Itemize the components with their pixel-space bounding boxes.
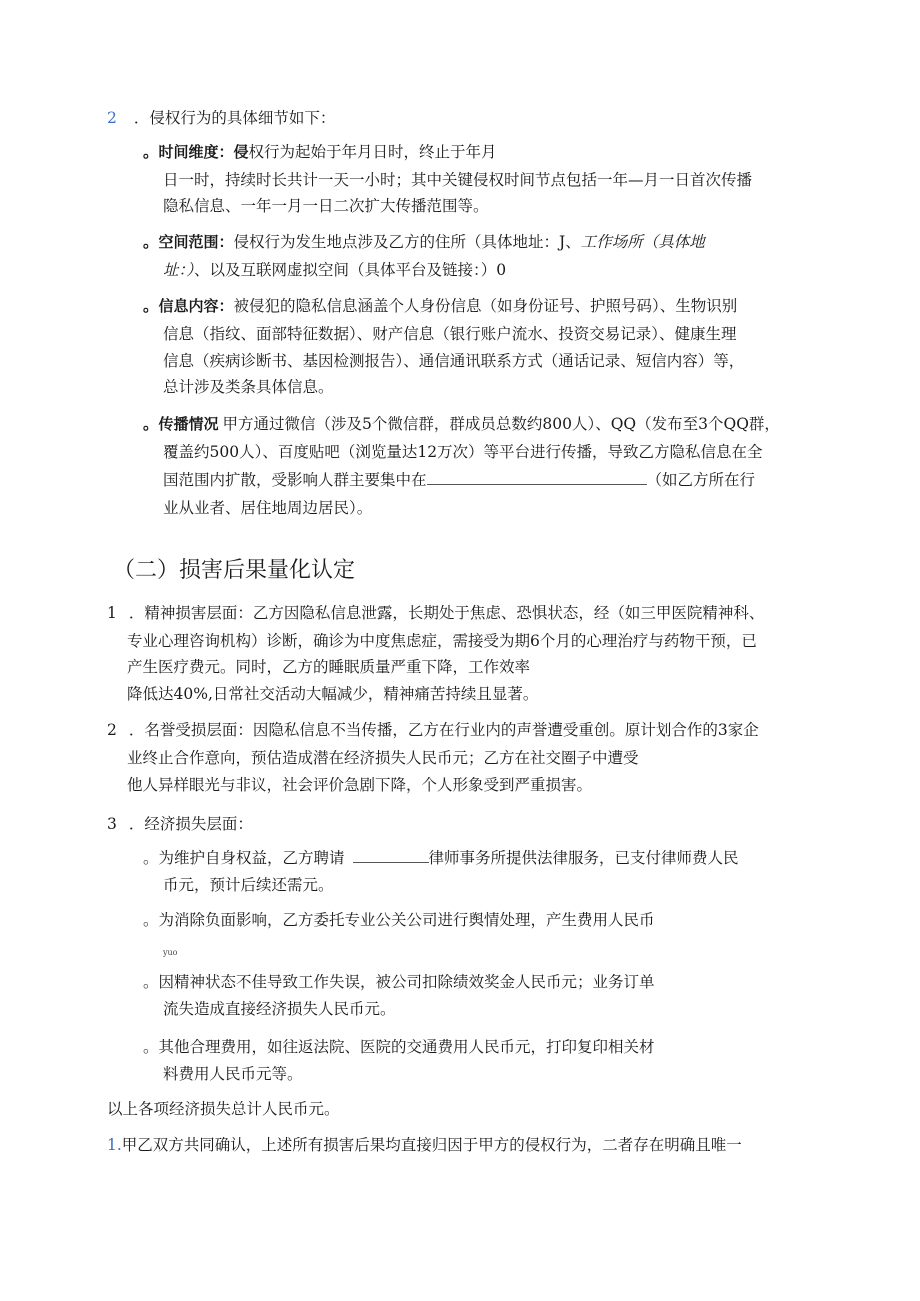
damage-item-2-line-2: 业终止合作意向，预估造成潜在经济损失人民币元；乙方在社交圈子中遭受 bbox=[127, 749, 639, 767]
damage-item-3-line bbox=[107, 814, 253, 834]
space-text: 、以及互联网虚拟空间（具体平台及链接：）0 bbox=[194, 261, 507, 279]
econ-sub-4-line-2: 料费用人民币元等。 bbox=[163, 1065, 303, 1083]
econ-text: 律师事务所提供法律服务，已支付律师费人民 bbox=[428, 849, 739, 867]
item-text: ．精神损害层面：乙方因隐私信息泄露，长期处于焦虑、恐惧状态，经（如三甲医院精神科、 bbox=[128, 604, 765, 622]
space-line-1 bbox=[143, 232, 705, 252]
info-label: 信息内容： bbox=[158, 297, 234, 315]
bullet-icon: 。 bbox=[143, 296, 159, 315]
item-text: ．名誉受损层面：因隐私信息不当传播，乙方在行业内的声誉遭受重创。原计划合作的3家企 bbox=[128, 721, 759, 739]
bullet-icon: 。 bbox=[143, 232, 159, 251]
damage-item-1-line-4: 降低达40%,日常社交活动大幅减少，精神痛苦持续且显著。 bbox=[127, 685, 539, 703]
damage-item-1-line-3: 产生医疗费元。同时，乙方的睡眠质量严重下降，工作效率 bbox=[127, 658, 531, 676]
econ-text: 。为维护自身权益，乙方聘请 bbox=[143, 849, 345, 867]
damage-item-2-line-3: 他人异样眼光与非议，社会评价急剧下降，个人形象受到严重损害。 bbox=[127, 776, 593, 794]
damage-item-2-line-1 bbox=[107, 720, 759, 740]
spread-text: 国范围内扩散，受影响人群主要集中在 bbox=[163, 471, 427, 489]
item-2-line bbox=[107, 108, 335, 128]
econ-sub-3-line-2: 流失造成直接经济损失人民币元。 bbox=[163, 1000, 396, 1018]
blank-underline bbox=[353, 848, 429, 863]
econ-sub-4-line-1: 。其他合理费用，如往返法院、医院的交通费用人民币元，打印复印相关材 bbox=[143, 1038, 655, 1056]
time-text: 权行为起始于年月日时，终止于年月 bbox=[248, 143, 497, 161]
time-label: 时间维度： bbox=[158, 143, 234, 161]
bullet-icon: 。 bbox=[143, 142, 159, 161]
item-number: 3 bbox=[107, 815, 117, 833]
info-line-4: 总计涉及类条具体信息。 bbox=[163, 378, 334, 396]
spread-line-3 bbox=[163, 470, 755, 490]
time-line-3: 隐私信息、一年一月一日二次扩大传播范围等。 bbox=[163, 197, 489, 215]
confirm-line bbox=[107, 1135, 742, 1155]
section-heading: （二）损害后果量化认定 bbox=[113, 558, 356, 583]
info-line-2: 信息（指纹、面部特征数据）、财产信息（银行账户流水、投资交易记录）、健康生理 bbox=[163, 325, 737, 343]
item-text: ．经济损失层面： bbox=[128, 815, 253, 833]
econ-sub-2-line-1: 。为消除负面影响，乙方委托专业公关公司进行舆情处理，产生费用人民币 bbox=[143, 911, 655, 929]
item-text: ．侵权行为的具体细节如下： bbox=[133, 109, 336, 127]
spread-text: （如乙方所在行 bbox=[646, 471, 756, 489]
space-label: 空间范围： bbox=[158, 233, 234, 251]
damage-item-1-line-2: 专业心理咨询机构）诊断，确诊为中度焦虑症，需接受为期6个月的心理治疗与药物干预，已 bbox=[127, 632, 757, 650]
spread-label: 传播情况 bbox=[158, 415, 219, 433]
item-text: 甲乙双方共同确认，上述所有损害后果均直接归因于甲方的侵权行为，二者存在明确且唯一 bbox=[121, 1136, 742, 1154]
item-number: 1 bbox=[107, 604, 117, 622]
econ-sub-3-line-1: 。因精神状态不佳导致工作失误，被公司扣除绩效奖金人民币元；业务订单 bbox=[143, 973, 655, 991]
econ-total: 以上各项经济损失总计人民币元。 bbox=[107, 1100, 340, 1118]
space-text-italic: 址：） bbox=[163, 261, 195, 279]
econ-sub-1-line-1 bbox=[143, 848, 739, 868]
info-text: 被侵犯的隐私信息涵盖个人身份信息（如身份证号、护照号码）、生物识别 bbox=[233, 297, 738, 315]
item-number: 2 bbox=[107, 109, 117, 127]
time-line-2: 日一时，持续时长共计一天一小时；其中关键侵权时间节点包括一年—月一日首次传播 bbox=[163, 171, 753, 189]
spread-text: 甲方通过微信（涉及5个微信群，群成员总数约800人）、QQ（发布至3个QQ群， bbox=[222, 415, 780, 433]
space-line-2 bbox=[163, 260, 506, 280]
space-text: 侵权行为发生地点涉及乙方的住所（具体地址：J、 bbox=[233, 233, 581, 251]
spread-line-4: 业从业者、居住地周边居民）。 bbox=[163, 499, 373, 517]
info-line-1 bbox=[143, 296, 737, 316]
time-line-1 bbox=[143, 142, 497, 162]
info-line-3: 信息（疾病诊断书、基因检测报告）、通信通讯联系方式（通话记录、短信内容）等， bbox=[163, 352, 745, 370]
econ-sub-1-line-2: 币元，预计后续还需元。 bbox=[163, 876, 334, 894]
econ-sub-2-tiny-note: yuo bbox=[163, 948, 178, 957]
bullet-icon: 。 bbox=[143, 414, 159, 433]
item-number: 2 bbox=[107, 721, 117, 739]
item-number: 1. bbox=[107, 1136, 122, 1154]
space-text-italic: 工作场所（具体地 bbox=[580, 233, 705, 251]
damage-item-1-line-1 bbox=[107, 603, 764, 623]
time-bold-char: 侵 bbox=[233, 143, 249, 161]
spread-line-1 bbox=[143, 414, 780, 434]
blank-underline bbox=[427, 470, 647, 485]
spread-line-2: 覆盖约500人）、百度贴吧（浏览量达12万次）等平台进行传播，导致乙方隐私信息在全 bbox=[163, 443, 763, 461]
